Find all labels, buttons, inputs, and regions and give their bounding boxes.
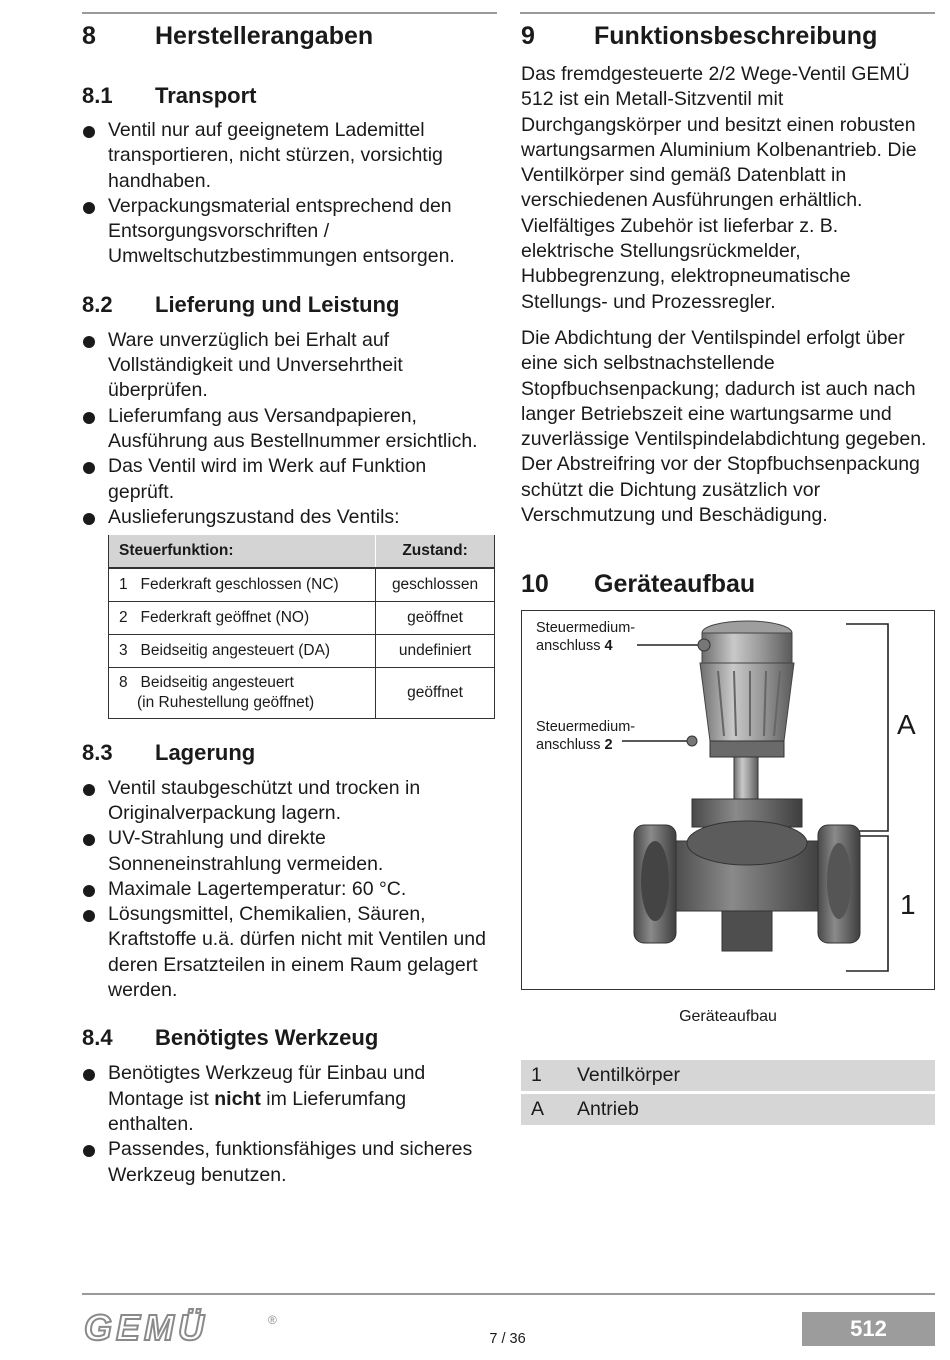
state-cell: geschlossen [376, 568, 495, 601]
list-item: Ventil staubgeschützt und trocken in Originalverpackung lagern. [82, 776, 497, 827]
section-number: 8.1 [82, 83, 113, 108]
left-column [82, 20, 497, 1188]
legend-value: Ventilkörper [577, 1064, 680, 1087]
state-cell: geöffnet [376, 667, 495, 718]
section-8-3-heading [82, 739, 497, 767]
gemu-logo [82, 1308, 282, 1352]
section-number: 8.2 [82, 291, 113, 317]
section-8-4-heading [82, 1024, 497, 1052]
function-paragraph-2: Die Abdichtung der Ventilspindel erfolgt über eine sich selbstnachstellende Stopfbuchsenpackung; dadurch ist auch nach langer Betriebszeit eine wartungsarme und zuverlässige Ventilspindelabdichtung gegeben. Der Abstreifring vor der Stopfbuchsenpackung schützt die Dichtung zusätzlich vor Verschmutzung und Beschädigung. [521, 326, 927, 527]
function-number: 2 [119, 608, 128, 626]
list-item: UV-Strahlung und direkte Sonneneinstrahlung vermeiden. [82, 826, 497, 877]
figure-caption: Geräteaufbau [679, 1008, 777, 1026]
bracket-label-1: 1 [900, 889, 916, 921]
section-10-heading [521, 568, 935, 600]
storage-list [82, 776, 497, 1004]
legend-row [521, 1060, 935, 1091]
function-label: Federkraft geschlossen (NC) [140, 575, 339, 593]
bracket-a [846, 624, 888, 831]
section-number: 8 [82, 22, 96, 50]
section-title: Funktionsbeschreibung [594, 22, 878, 50]
section-title: Benötigtes Werkzeug [155, 1025, 379, 1051]
list-item: Verpackungsmaterial entsprechend den Entsorgungsvorschriften / Umweltschutzbestimmungen entsorgen. [82, 194, 497, 270]
function-number: 3 [119, 641, 128, 659]
section-title: Herstellerangaben [155, 22, 374, 50]
table-header-row [109, 535, 495, 568]
function-cell [109, 568, 376, 601]
port-number: 4 [604, 638, 613, 655]
section-number: 9 [521, 22, 535, 50]
section-number: 8.3 [82, 739, 113, 765]
state-cell: undefiniert [376, 634, 495, 667]
figure-legend [521, 1060, 935, 1125]
yoke [710, 741, 784, 757]
flange-bore-left [641, 841, 669, 921]
function-label: Beidseitig angesteuert (DA) [140, 641, 331, 659]
list-item: Auslieferungszustand des Ventils: [82, 505, 497, 530]
column-header-state: Zustand: [376, 535, 495, 568]
delivery-state-table [108, 535, 495, 719]
section-8-2-heading [82, 291, 497, 319]
device-figure [521, 610, 935, 990]
valve-body-dome [687, 821, 807, 865]
function-cell [109, 667, 376, 718]
spindle [734, 757, 758, 799]
section-number: 8.4 [82, 1025, 113, 1051]
top-rule-right [520, 12, 935, 14]
section-title: Geräteaufbau [594, 570, 756, 599]
function-number: 1 [119, 575, 128, 593]
section-title: Lagerung [155, 739, 256, 765]
flange-bore-right [827, 843, 851, 919]
function-cell [109, 634, 376, 667]
label-text: Steuermedium- [536, 719, 636, 736]
label-text: anschluss [536, 737, 605, 754]
list-item: Das Ventil wird im Werk auf Funktion geprüft. [82, 454, 497, 505]
body-bottom [722, 911, 772, 951]
table-row [109, 601, 495, 634]
table-row [109, 634, 495, 667]
model-badge: 512 [802, 1312, 935, 1346]
list-item: Maximale Lagertemperatur: 60 °C. [82, 877, 497, 902]
actuator-top [702, 633, 792, 663]
label-text: anschluss [536, 638, 605, 655]
section-title: Lieferung und Leistung [155, 291, 400, 317]
function-label: Federkraft geöffnet (NO) [140, 608, 310, 626]
transport-list [82, 118, 497, 270]
function-number: 8 [119, 673, 128, 691]
table-row [109, 667, 495, 718]
legend-row [521, 1094, 935, 1125]
list-item [82, 1061, 497, 1137]
emphasis: nicht [214, 1087, 261, 1110]
label-text: Steuermedium- [536, 620, 636, 637]
port-number: 2 [604, 737, 613, 754]
legend-key: A [531, 1098, 545, 1121]
legend-value: Antrieb [577, 1098, 639, 1121]
text-span: im Lieferumfang enthalten. [108, 1087, 407, 1135]
right-column [521, 20, 935, 1128]
section-title: Transport [155, 83, 257, 108]
port-4 [698, 639, 710, 651]
function-paragraph-1: Das fremdgesteuerte 2/2 Wege-Ventil GEMÜ 512 ist ein Metall-Sitzventil mit Durchgangskörper und besitzt einen robusten wartungsarmen Aluminium Kolbenantrieb. Die Ventilkörper sind gemäß Datenblatt in verschiedenen Ausführungen erhältlich. Vielfältiges Zubehör ist lieferbar z. B. elektrische Stellungsrückmelder, Hubbegrenzung, elektropneumatische Stellungs- und Prozessregler. [521, 63, 917, 313]
state-cell: geöffnet [376, 601, 495, 634]
section-8-heading [82, 20, 497, 52]
list-item: Passendes, funktionsfähiges und sicheres Werkzeug benutzen. [82, 1137, 497, 1188]
list-item: Ventil nur auf geeignetem Lademittel transportieren, nicht stürzen, vorsichtig handhaben. [82, 118, 497, 194]
list-item: Lieferumfang aus Versandpapieren, Ausführung aus Bestellnummer ersichtlich. [82, 404, 497, 455]
legend-key: 1 [531, 1064, 542, 1087]
section-number: 10 [521, 570, 549, 599]
section-8-1-heading [82, 82, 497, 110]
page-number: 7 / 36 [489, 1331, 526, 1347]
text-span: Benötigtes Werkzeug für Einbau und Montage ist [108, 1062, 426, 1110]
port-2 [687, 736, 697, 746]
valve-illustration [522, 611, 936, 991]
bracket-label-a: A [897, 709, 916, 741]
column-header-function: Steuerfunktion: [109, 535, 376, 568]
function-label-note: (in Ruhestellung geöffnet) [137, 693, 315, 711]
list-item: Lösungsmittel, Chemikalien, Säuren, Kraftstoffe u.ä. dürfen nicht mit Ventilen und deren Ersatzteilen in einem Raum gelagert werden. [82, 902, 497, 1003]
function-cell [109, 601, 376, 634]
function-label: Beidseitig angesteuert [140, 673, 294, 691]
list-item: Ware unverzüglich bei Erhalt auf Vollständigkeit und Unversehrtheit überprüfen. [82, 328, 497, 404]
section-9-heading [521, 20, 935, 52]
top-rule-left [82, 12, 497, 14]
tools-list [82, 1061, 497, 1187]
registered-mark: ® [268, 1313, 277, 1327]
table-row [109, 568, 495, 601]
delivery-list [82, 328, 497, 530]
footer-rule [82, 1293, 935, 1295]
logo-wordmark: GEMÜ [84, 1308, 208, 1348]
